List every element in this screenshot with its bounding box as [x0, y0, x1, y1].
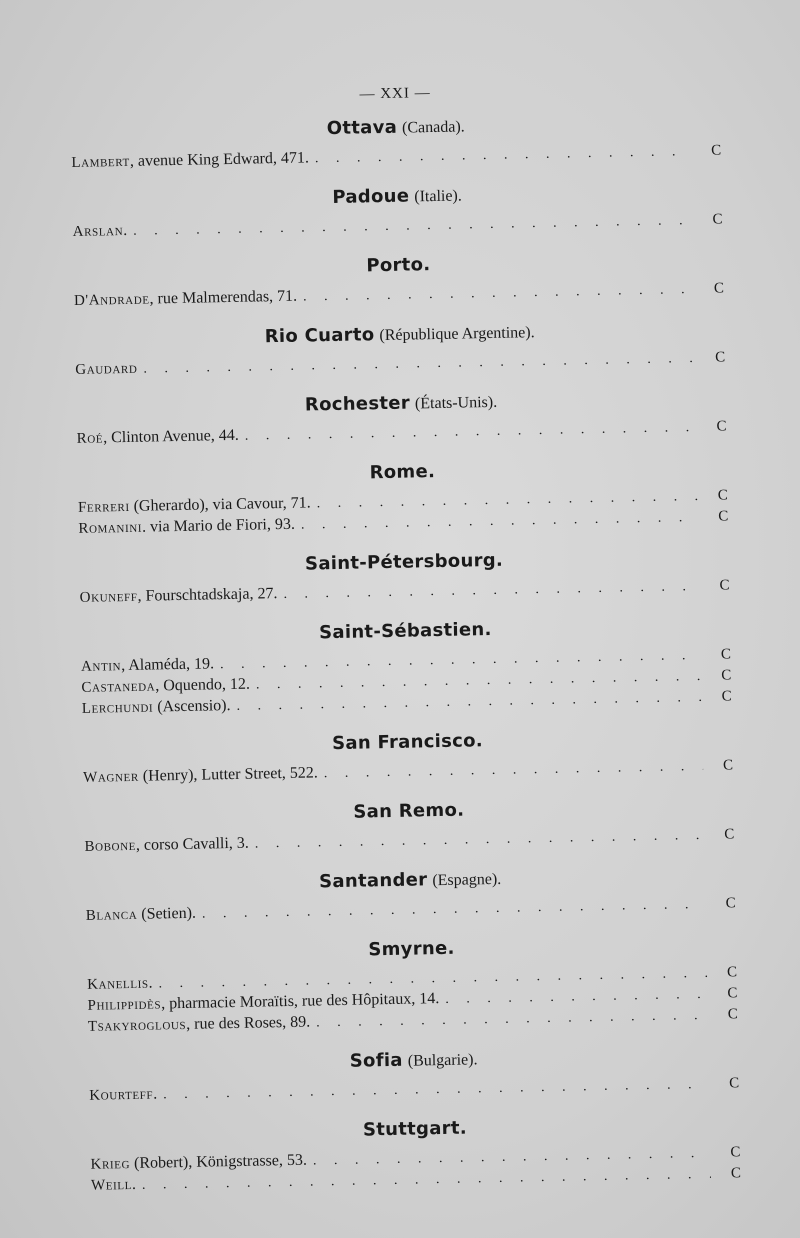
- entry-code: C: [727, 985, 738, 1002]
- entry-code: C: [730, 1144, 741, 1161]
- dot-leader: [255, 825, 705, 855]
- city-name: San Francisco.: [331, 730, 484, 755]
- entry-details: (Gherardo), via Cavour, 71.: [129, 494, 311, 515]
- entry-code: C: [717, 487, 729, 504]
- entry-code: C: [722, 757, 734, 774]
- city-name: Porto.: [366, 254, 431, 277]
- entry-details: .: [148, 974, 153, 992]
- entry-code: C: [711, 142, 722, 159]
- directory-entry: [80, 574, 730, 607]
- dot-leader: [283, 576, 700, 605]
- entry-text: [86, 903, 197, 927]
- entry-code: C: [718, 508, 729, 525]
- entry-list: [71, 140, 721, 173]
- city-name: Rome.: [369, 461, 436, 484]
- entry-list: [87, 961, 738, 1036]
- entry-list: [86, 892, 736, 925]
- entry-surname: Tsakyroglous: [87, 1016, 187, 1035]
- entry-details: , rue Malmerendas, 71.: [149, 287, 298, 308]
- page-number: — XXI —: [359, 85, 431, 103]
- directory-entry: [89, 1072, 739, 1105]
- entry-code: C: [727, 1006, 738, 1023]
- directory-entry: [71, 140, 721, 173]
- entry-details: , Fourschtadskaja, 27.: [137, 585, 278, 605]
- entry-code: C: [728, 1075, 740, 1092]
- dot-leader: [143, 348, 695, 380]
- entry-text: [71, 147, 309, 174]
- entry-surname: Kourteff: [89, 1086, 154, 1104]
- city-name: Rio Cuarto: [264, 324, 375, 348]
- entry-text: [89, 1084, 157, 1107]
- dot-leader: [303, 279, 694, 307]
- entry-text: [75, 358, 138, 381]
- city-country-note: (Canada).: [401, 118, 465, 137]
- entry-text: [84, 833, 249, 858]
- dot-leader: [245, 417, 697, 447]
- entry-list: [90, 1141, 741, 1195]
- entry-surname: Gaudard: [75, 360, 138, 378]
- entry-surname: Bobone: [84, 837, 137, 855]
- entry-list: [89, 1072, 739, 1105]
- entry-list: [78, 484, 729, 538]
- entry-surname: Blanca: [85, 906, 138, 924]
- directory-entry: [75, 346, 725, 379]
- directory-entry: [83, 754, 733, 787]
- city-name: Ottava: [326, 116, 398, 140]
- entry-details: (Henry), Lutter Street, 522.: [138, 764, 318, 785]
- entry-details: (Setien).: [137, 904, 197, 923]
- entry-text: [72, 220, 127, 243]
- city-country-note: (Espagne).: [432, 870, 502, 890]
- entry-surname: Roé: [76, 430, 104, 447]
- entry-code: C: [730, 1165, 742, 1182]
- entry-surname: Lerchundi: [81, 699, 154, 717]
- entry-code: C: [721, 688, 732, 705]
- entry-details: , Alaméda, 19.: [120, 655, 215, 675]
- city-name: Smyrne.: [368, 937, 455, 961]
- entry-surname: Kanellis: [86, 975, 149, 993]
- dot-leader: [133, 210, 693, 242]
- entry-text: [78, 514, 295, 540]
- directory-entry: [72, 208, 722, 241]
- city-name: Padoue: [332, 185, 410, 208]
- dot-leader: [163, 1074, 709, 1105]
- directory-entry: [76, 415, 726, 448]
- entry-text: [87, 973, 153, 996]
- city-name: San Remo.: [353, 799, 465, 823]
- entry-details: . via Mario de Fiori, 93.: [141, 515, 296, 536]
- entry-details: .: [152, 1085, 158, 1103]
- entry-details: (Robert), Königstrasse, 53.: [129, 1151, 308, 1173]
- dot-leader: [324, 756, 704, 784]
- entry-surname: Krieg: [90, 1156, 131, 1173]
- entry-surname: Romanini: [78, 519, 143, 537]
- entry-code: C: [715, 349, 726, 366]
- city-name: Santander: [318, 869, 428, 893]
- entry-surname: Ferreri: [77, 498, 130, 516]
- entry-list: [84, 823, 734, 856]
- entry-surname: Lambert: [71, 153, 131, 171]
- dot-leader: [202, 894, 706, 925]
- entry-code: C: [726, 964, 738, 981]
- entry-surname: Castaneda: [81, 678, 156, 696]
- entry-text: [80, 583, 278, 609]
- city-country-note: (États-Unis).: [414, 393, 498, 413]
- directory-entry: [84, 823, 734, 856]
- entry-code: C: [719, 577, 730, 594]
- entry-details: , Clinton Avenue, 44.: [102, 426, 239, 447]
- entry-details: , Oquendo, 12.: [155, 675, 251, 695]
- entry-list: [76, 415, 726, 448]
- entry-text: [76, 425, 239, 450]
- entry-details: , avenue King Edward, 471.: [129, 149, 310, 170]
- entry-details: .: [131, 1175, 137, 1194]
- entry-details: , corso Cavalli, 3.: [135, 834, 249, 854]
- entry-surname: D'Andrade: [73, 291, 150, 309]
- entry-surname: Weill: [90, 1177, 133, 1194]
- entry-code: C: [724, 826, 735, 843]
- entry-text: [88, 1012, 311, 1038]
- city-country-note: (Bulgarie).: [407, 1051, 478, 1070]
- directory-entry: [86, 892, 736, 925]
- entry-text: [91, 1174, 136, 1197]
- entry-text: [82, 695, 231, 720]
- entry-details: (Ascensio).: [153, 697, 231, 716]
- entry-list: [81, 643, 732, 718]
- dot-leader: [315, 141, 692, 169]
- entry-code: C: [712, 211, 723, 228]
- entry-list: [74, 277, 724, 310]
- city-sections: [71, 110, 741, 1196]
- entry-list: [83, 754, 733, 787]
- entry-text: [74, 286, 298, 312]
- entry-surname: Wagner: [83, 768, 139, 786]
- entry-surname: Antin: [80, 658, 122, 675]
- city-country-note: (République Argentine).: [379, 324, 535, 345]
- city-name: Stuttgart.: [362, 1117, 468, 1141]
- entry-details: .: [123, 221, 128, 240]
- entry-details: , rue des Roses, 89.: [186, 1013, 311, 1033]
- entry-list: [75, 346, 725, 379]
- page-content: [70, 80, 741, 1196]
- entry-surname: Philippidès: [87, 996, 162, 1014]
- entry-list: [80, 574, 730, 607]
- directory-entry: [74, 277, 724, 310]
- city-name: Saint-Pétersbourg.: [304, 549, 504, 575]
- entry-surname: Okuneff: [79, 588, 138, 606]
- entry-code: C: [721, 667, 732, 684]
- entry-code: C: [713, 280, 725, 297]
- entry-code: C: [716, 418, 727, 435]
- city-name: Rochester: [304, 392, 411, 416]
- entry-surname: Arslan: [72, 223, 124, 240]
- city-name: Saint-Sébastien.: [318, 619, 492, 644]
- entry-code: C: [720, 646, 732, 663]
- city-name: Sofia: [349, 1049, 403, 1072]
- entry-list: [72, 208, 722, 241]
- entry-text: [83, 762, 318, 789]
- entry-details: , pharmacie Moraïtis, rue des Hôpitaux, 14.: [160, 990, 440, 1013]
- entry-code: C: [725, 895, 736, 912]
- city-country-note: (Italie).: [414, 187, 462, 206]
